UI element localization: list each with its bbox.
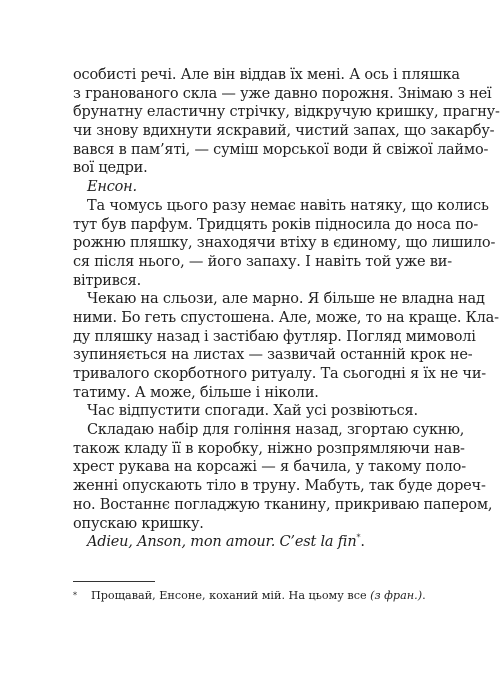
text-line: вітрився. [73,272,142,289]
text-line: брунатну еластичну стрічку, відкручую кришку, прагну- [73,104,500,121]
text-line: Та чомусь цього разу немає навіть натяку, що колись [87,197,489,214]
footnote-end: . [422,589,426,602]
text-line: татиму. А може, більше і ніколи. [73,384,319,401]
text-line: хрест рукава на корсажі — я бачила, у такому поло- [73,459,466,476]
text-line: ду пляшку назад і застібаю футляр. Погляд мимоволі [73,328,476,345]
text-line: вої цедри. [73,160,148,177]
text-line: зупиняється на листах — зазвичай останній крок не- [73,347,473,364]
text-line: також кладу її в коробку, ніжно розпрямляючи нав- [73,440,465,457]
text-line: Складаю набір для гоління назад, згортаю сукню, [87,422,465,439]
text-line: тут був парфум. Тридцять років підносила до носа по- [73,216,479,233]
text-line: Час відпустити спогади. Хай усі розвіються. [87,403,418,420]
text-line: чи знову вдихнути яскравий, чистий запах, що закарбу- [73,123,495,140]
footnote-divider [73,581,155,582]
footnote-reference: * [356,533,361,543]
text-line: особисті речі. Але він віддав їх мені. А ось і пляшка [73,67,460,83]
text-line: вався в пам’яті, — суміш морської води й свіжої лаймо- [73,141,489,158]
text-line-french [73,533,373,552]
text-line: тривалого скорботного ритуалу. Та сьогодні я їх не чи- [73,366,486,382]
french-phrase: Adieu, Anson, mon amour. C’est la fin [87,534,357,551]
text-line: рожню пляшку, знаходячи втіху в єдиному, що лишило- [73,235,496,252]
text-line: ними. Бо геть спустошена. Але, може, то на краще. Кла- [73,309,499,326]
text-line: но. Востаннє погладжую тканину, прикриваю папером, [73,496,493,513]
footnote-text: Прощавай, Енсоне, коханий мій. На цьому все [91,589,367,602]
footnote-marker: * [73,591,77,600]
footnote [73,589,426,603]
footnote-source: (з фран.) [370,589,423,602]
text-line: з гранованого скла — уже давно порожня. Знімаю з неї [73,85,492,102]
text-line: ся після нього, — його запаху. І навіть той уже ви- [73,253,452,270]
text-line-name: Енсон. [87,179,137,196]
text-line: Чекаю на сльози, але марно. Я більше не владна над [87,291,485,308]
period: . [360,534,365,551]
text-line: женні опускають тіло в труну. Мабуть, так буде дореч- [73,478,486,495]
body-text [73,66,500,552]
text-line: опускаю кришку. [73,515,204,532]
